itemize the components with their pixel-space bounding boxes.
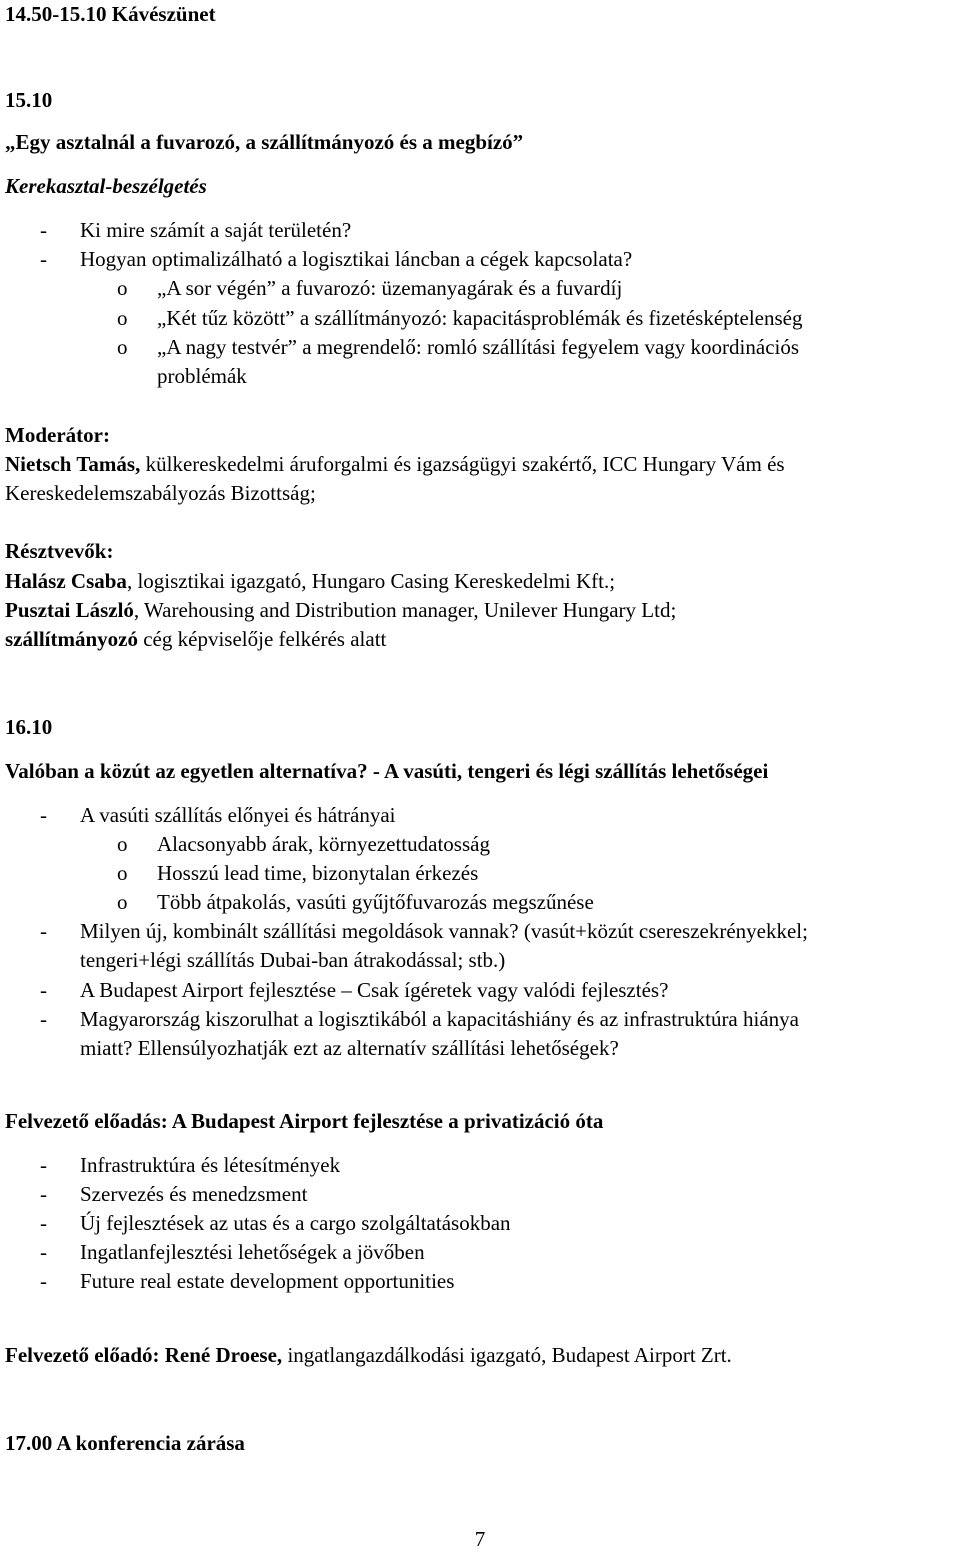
dash-bullet: - <box>40 218 47 242</box>
circle-bullet: o <box>117 306 128 330</box>
session2-item-cont: tengeri+légi szállítás Dubai-ban átrakodással; stb.) <box>80 948 506 972</box>
session1-subitem: „A nagy testvér” a megrendelő: romló szállítási fegyelem vagy koordinációs <box>157 335 800 359</box>
session1-subitem: „A sor végén” a fuvarozó: üzemanyagárak és a fuvardíj <box>157 276 623 300</box>
session1-item: Hogyan optimalizálható a logisztikai láncban a cégek kapcsolata? <box>80 247 633 271</box>
session2-item: A vasúti szállítás előnyei és hátrányai <box>80 803 396 827</box>
dash-bullet: - <box>40 1211 47 1235</box>
coffee-break-line: 14.50-15.10 Kávészünet <box>5 2 216 26</box>
session2-subitem: Hosszú lead time, bizonytalan érkezés <box>157 861 479 885</box>
moderator-desc: külkereskedelmi áruforgalmi és igazságügyi szakértő, ICC Hungary Vám és <box>140 452 785 476</box>
moderator-name: Nietsch Tamás, <box>5 452 141 476</box>
dash-bullet: - <box>40 919 47 943</box>
dash-bullet: - <box>40 803 47 827</box>
dash-bullet: - <box>40 1269 47 1293</box>
moderator-line <box>5 450 785 479</box>
participants-label: Résztvevők: <box>5 539 114 563</box>
dash-bullet: - <box>40 1182 47 1206</box>
moderator-label: Moderátor: <box>5 423 110 447</box>
keynote-item: Szervezés és menedzsment <box>80 1182 308 1206</box>
participant-desc: cég képviselője felkérés alatt <box>137 627 387 651</box>
dash-bullet: - <box>40 247 47 271</box>
speaker-desc: ingatlangazdálkodási igazgató, Budapest Airport Zrt. <box>282 1343 732 1367</box>
dash-bullet: - <box>40 1240 47 1264</box>
dash-bullet: - <box>40 1007 47 1031</box>
participant-name: Halász Csaba <box>5 569 127 593</box>
participant-1 <box>5 567 615 596</box>
session2-item: Milyen új, kombinált szállítási megoldások vannak? (vasút+közút csereszekrényekkel; <box>80 919 808 943</box>
circle-bullet: o <box>117 832 128 856</box>
session2-item-cont: miatt? Ellensúlyozhatják ezt az alternatív szállítási lehetőségek? <box>80 1036 619 1060</box>
keynote-item: Future real estate development opportunities <box>80 1269 455 1293</box>
dash-bullet: - <box>40 978 47 1002</box>
speaker-label: Felvezető előadó: René Droese, <box>5 1343 283 1367</box>
keynote-item: Infrastruktúra és létesítmények <box>80 1153 341 1177</box>
participant-name: Pusztai László <box>5 598 134 622</box>
circle-bullet: o <box>117 890 128 914</box>
session1-subitem: „Két tűz között” a szállítmányozó: kapacitásproblémák és fizetésképtelenség <box>157 306 803 330</box>
session1-item: Ki mire számít a saját területén? <box>80 218 352 242</box>
session2-subitem: Több átpakolás, vasúti gyűjtőfuvarozás megszűnése <box>157 890 594 914</box>
session1-title: „Egy asztalnál a fuvarozó, a szállítmányozó és a megbízó” <box>5 130 524 154</box>
keynote-speaker <box>5 1341 732 1370</box>
keynote-title: Felvezető előadás: A Budapest Airport fejlesztése a privatizáció óta <box>5 1109 604 1133</box>
moderator-desc-cont: Kereskedelemszabályozás Bizottság; <box>5 481 316 505</box>
participant-3 <box>5 625 386 654</box>
session1-subitem-cont: problémák <box>157 364 247 388</box>
session1-subtitle: Kerekasztal-beszélgetés <box>5 174 207 198</box>
participant-desc: , Warehousing and Distribution manager, Unilever Hungary Ltd; <box>133 598 677 622</box>
session2-time: 16.10 <box>5 715 53 739</box>
participant-desc: , logisztikai igazgató, Hungaro Casing Kereskedelmi Kft.; <box>126 569 616 593</box>
page-number: 7 <box>474 1527 486 1551</box>
closing-line: 17.00 A konferencia zárása <box>5 1431 245 1455</box>
keynote-item: Ingatlanfejlesztési lehetőségek a jövőben <box>80 1240 425 1264</box>
session2-item: Magyarország kiszorulhat a logisztikából a kapacitáshiány és az infrastruktúra hiánya <box>80 1007 799 1031</box>
session2-title: Valóban a közút az egyetlen alternatíva? - A vasúti, tengeri és légi szállítás lehetőségei <box>5 759 769 783</box>
participant-2 <box>5 596 676 625</box>
session2-item: A Budapest Airport fejlesztése – Csak ígéretek vagy valódi fejlesztés? <box>80 978 669 1002</box>
participant-name: szállítmányozó <box>5 627 138 651</box>
circle-bullet: o <box>117 861 128 885</box>
session1-time: 15.10 <box>5 88 53 112</box>
dash-bullet: - <box>40 1153 47 1177</box>
keynote-item: Új fejlesztések az utas és a cargo szolgáltatásokban <box>80 1211 511 1235</box>
session2-subitem: Alacsonyabb árak, környezettudatosság <box>157 832 490 856</box>
circle-bullet: o <box>117 335 128 359</box>
circle-bullet: o <box>117 276 128 300</box>
